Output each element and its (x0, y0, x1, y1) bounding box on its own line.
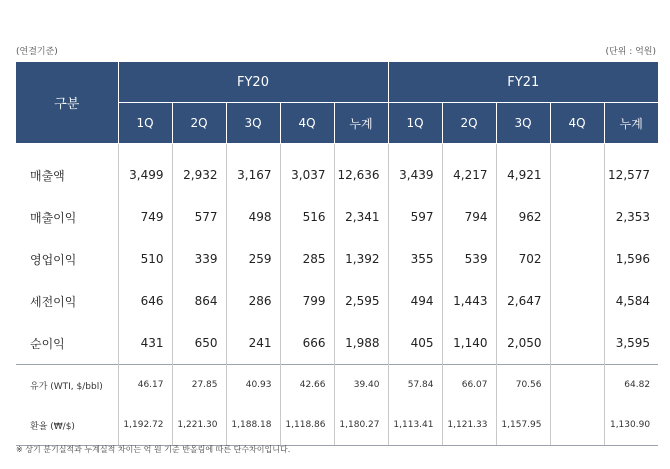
table-cell: 494 (388, 280, 442, 322)
table-cell: 355 (388, 238, 442, 280)
footnote: ※ 상기 분기실적과 누계실적 차이는 억 원 기준 반올림에 따른 단수차이입니다. (16, 445, 291, 454)
table-cell: 27.85 (172, 365, 226, 406)
table-cell: 510 (118, 238, 172, 280)
col-header: 2Q (442, 103, 496, 144)
table-cell: 57.84 (388, 365, 442, 406)
table-cell: 1,988 (334, 322, 388, 365)
table-cell: 799 (280, 280, 334, 322)
table-cell: 1,188.18 (226, 405, 280, 446)
col-header: 1Q (388, 103, 442, 144)
table-row (16, 322, 658, 365)
table-row (16, 238, 658, 280)
col-header: 4Q (550, 103, 604, 144)
earnings-table (16, 62, 658, 446)
row-label: 유가 (WTI, $/bbl) (16, 365, 118, 406)
table-cell: 646 (118, 280, 172, 322)
row-label: 환율 (₩/$) (16, 405, 118, 446)
table-cell: 1,596 (604, 238, 658, 280)
table-cell: 2,341 (334, 196, 388, 238)
row-label: 순이익 (30, 336, 65, 351)
table-row (16, 144, 658, 197)
table-cell (550, 144, 604, 197)
table-cell: 4,921 (496, 144, 550, 197)
table-cell: 42.66 (280, 365, 334, 406)
table-cell: 259 (226, 238, 280, 280)
col-header: 2Q (172, 103, 226, 144)
table-cell: 3,167 (226, 144, 280, 197)
table-cell: 40.93 (226, 365, 280, 406)
row-label: 매출액 (30, 168, 65, 183)
table-cell (550, 196, 604, 238)
table-cell: 1,443 (442, 280, 496, 322)
table-cell: 2,595 (334, 280, 388, 322)
table-row (16, 196, 658, 238)
table-cell: 577 (172, 196, 226, 238)
table-cell: 1,121.33 (442, 405, 496, 446)
table-cell: 39.40 (334, 365, 388, 406)
row-label: 영업이익 (30, 252, 77, 267)
basis-note: (연결기준) (16, 47, 58, 57)
table-cell: 2,647 (496, 280, 550, 322)
table-cell: 431 (118, 322, 172, 365)
table-cell: 702 (496, 238, 550, 280)
row-label: 세전이익 (30, 294, 77, 309)
table-cell: 64.82 (604, 365, 658, 406)
row-label: 매출이익 (30, 210, 77, 225)
table-cell: 794 (442, 196, 496, 238)
table-cell: 339 (172, 238, 226, 280)
table-cell: 3,595 (604, 322, 658, 365)
table-cell: 1,130.90 (604, 405, 658, 446)
table-cell: 1,180.27 (334, 405, 388, 446)
table-cell: 1,192.72 (118, 405, 172, 446)
table-cell: 3,499 (118, 144, 172, 197)
table-cell: 1,392 (334, 238, 388, 280)
table-cell: 864 (172, 280, 226, 322)
table-cell: 539 (442, 238, 496, 280)
table-cell: 962 (496, 196, 550, 238)
table-cell: 46.17 (118, 365, 172, 406)
group-header-fy20: FY20 (118, 62, 388, 103)
table-cell: 650 (172, 322, 226, 365)
table-cell: 12,577 (604, 144, 658, 197)
table-cell: 4,217 (442, 144, 496, 197)
table-cell: 597 (388, 196, 442, 238)
table-cell: 1,118.86 (280, 405, 334, 446)
table-cell: 3,439 (388, 144, 442, 197)
table-cell: 516 (280, 196, 334, 238)
table-cell: 749 (118, 196, 172, 238)
table-cell: 285 (280, 238, 334, 280)
table-cell: 66.07 (442, 365, 496, 406)
table-cell: 3,037 (280, 144, 334, 197)
table-cell: 1,157.95 (496, 405, 550, 446)
table-cell: 666 (280, 322, 334, 365)
col-header: 1Q (118, 103, 172, 144)
corner-header: 구분 (16, 62, 118, 144)
table-cell (550, 322, 604, 365)
table-cell: 2,353 (604, 196, 658, 238)
col-header: 4Q (280, 103, 334, 144)
table-cell: 286 (226, 280, 280, 322)
group-header-fy21: FY21 (388, 62, 658, 103)
table-cell (550, 365, 604, 406)
col-header: 3Q (226, 103, 280, 144)
table-cell (550, 238, 604, 280)
col-header: 누계 (604, 103, 658, 144)
unit-note: (단위 : 억원) (605, 47, 656, 57)
table-cell: 4,584 (604, 280, 658, 322)
table-cell (550, 405, 604, 446)
table-row (16, 365, 658, 406)
table-cell: 405 (388, 322, 442, 365)
table-cell: 241 (226, 322, 280, 365)
table-cell (550, 280, 604, 322)
col-header: 누계 (334, 103, 388, 144)
table-cell: 1,140 (442, 322, 496, 365)
table-cell: 1,113.41 (388, 405, 442, 446)
table-row (16, 280, 658, 322)
table-cell: 2,932 (172, 144, 226, 197)
table-cell: 1,221.30 (172, 405, 226, 446)
table-cell: 498 (226, 196, 280, 238)
table-cell: 2,050 (496, 322, 550, 365)
header-row-groups (16, 62, 658, 103)
table-row (16, 405, 658, 446)
col-header: 3Q (496, 103, 550, 144)
table-cell: 12,636 (334, 144, 388, 197)
table-cell: 70.56 (496, 365, 550, 406)
